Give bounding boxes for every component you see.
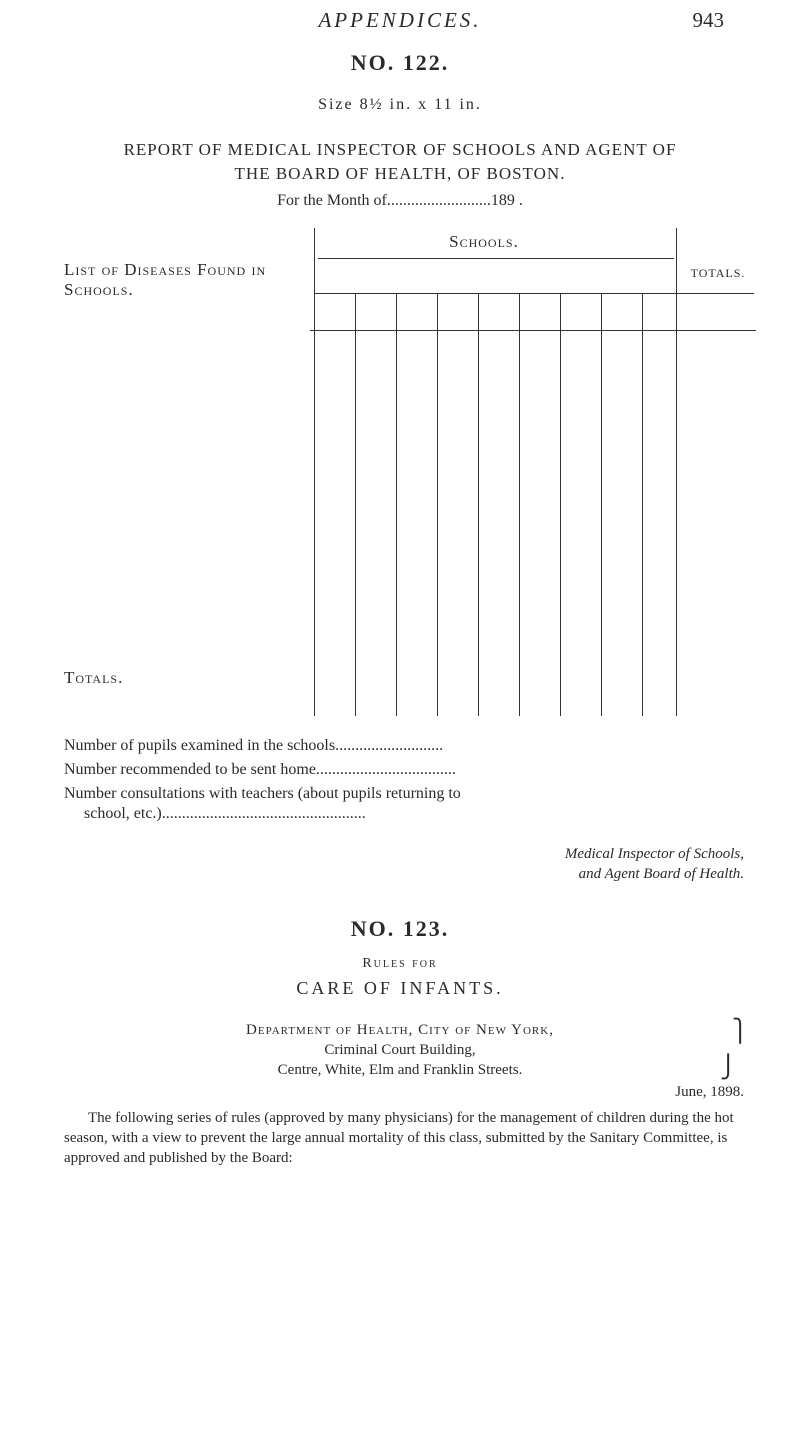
totals-row-label: Totals.	[64, 668, 124, 687]
table-vline	[560, 294, 561, 716]
page-number: 943	[692, 8, 724, 32]
consultations-line-cont: school, etc.)...................................................	[84, 805, 366, 822]
department-line-2: Criminal Court Building,	[324, 1042, 476, 1058]
sent-home-line: Number recommended to be sent home...................................	[64, 761, 456, 778]
signature-line-1: Medical Inspector of Schools,	[564, 846, 744, 862]
table-vline	[437, 294, 438, 716]
diseases-column-header: List of Diseases Found in Schools.	[64, 260, 267, 299]
consultations-line: Number consultations with teachers (about pupils returning to	[64, 785, 461, 802]
disease-table	[64, 228, 754, 718]
pupils-examined-line: Number of pupils examined in the schools...........................	[64, 737, 444, 754]
table-vline	[601, 294, 602, 716]
table-rule-main	[310, 330, 756, 331]
schools-column-header: Schools.	[449, 232, 519, 251]
table-rule-top	[318, 258, 674, 259]
brace-bottom: ⎭	[720, 1054, 737, 1079]
report-title-line-1: REPORT OF MEDICAL INSPECTOR OF SCHOOLS AND AGENT OF	[123, 140, 677, 159]
rules-intro-paragraph: The following series of rules (approved by many physicians) for the management of children during the hot season, with a view to prevent the large annual mortality of this class, submitted by the Sanitary Committee, is approved and published by the Board:	[64, 1110, 734, 1166]
rules-for-line: Rules for	[362, 956, 438, 971]
table-vline	[355, 294, 356, 716]
table-vline	[478, 294, 479, 716]
table-vline	[642, 294, 643, 716]
table-rule-sub	[314, 293, 754, 294]
care-of-infants-title: CARE OF INFANTS.	[296, 978, 504, 998]
month-line: For the Month of..........................189 .	[277, 192, 523, 209]
table-vline	[676, 228, 677, 716]
department-line-3: Centre, White, Elm and Franklin Streets.	[277, 1062, 523, 1078]
report-title-line-2: THE BOARD OF HEALTH, OF BOSTON.	[234, 164, 566, 183]
size-line: Size 8½ in. x 11 in.	[318, 96, 482, 113]
document-number: NO. 122.	[350, 50, 450, 75]
totals-column-header: TOTALS.	[690, 266, 746, 280]
running-head: APPENDICES.	[318, 8, 482, 32]
table-vline	[396, 294, 397, 716]
department-line-1: Department of Health, City of New York,	[246, 1022, 554, 1038]
rules-date: June, 1898.	[675, 1084, 744, 1100]
table-vline	[519, 294, 520, 716]
table-vline	[314, 228, 315, 716]
document-number: NO. 123.	[350, 916, 450, 941]
report-title	[0, 138, 800, 186]
brace-top: ⎫	[732, 1018, 749, 1043]
signature-line-2: and Agent Board of Health.	[578, 866, 744, 882]
